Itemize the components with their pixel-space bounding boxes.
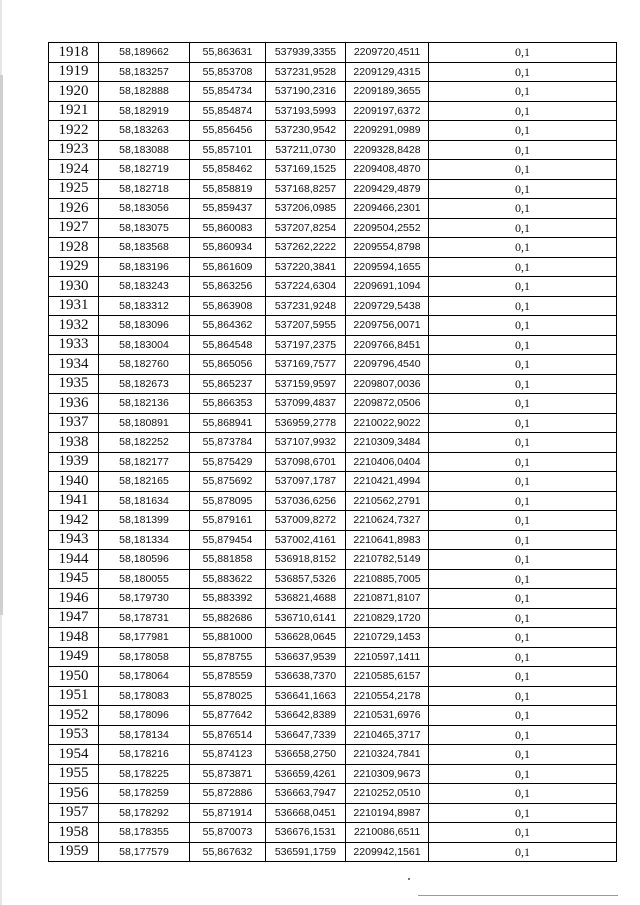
cell-accuracy: 0,1 bbox=[429, 394, 617, 414]
cell-latitude: 58,178058 bbox=[99, 647, 190, 667]
table-row bbox=[49, 784, 617, 804]
cell-longitude: 55,883392 bbox=[190, 589, 266, 609]
cell-accuracy: 0,1 bbox=[429, 706, 617, 726]
cell-longitude: 55,878755 bbox=[190, 647, 266, 667]
cell-accuracy: 0,1 bbox=[429, 667, 617, 687]
cell-point-number: 1946 bbox=[49, 589, 99, 609]
cell-coord-x: 536647,7339 bbox=[266, 725, 346, 745]
table-row bbox=[49, 550, 617, 570]
cell-coord-x: 536676,1531 bbox=[266, 823, 346, 843]
cell-accuracy: 0,1 bbox=[429, 647, 617, 667]
cell-point-number: 1928 bbox=[49, 238, 99, 258]
cell-accuracy: 0,1 bbox=[429, 179, 617, 199]
cell-accuracy: 0,1 bbox=[429, 43, 617, 63]
cell-coord-y: 2209766,8451 bbox=[346, 335, 429, 355]
table-row bbox=[49, 140, 617, 160]
table-row bbox=[49, 530, 617, 550]
cell-coord-y: 2210421,4994 bbox=[346, 472, 429, 492]
cell-coord-x: 537169,1525 bbox=[266, 160, 346, 180]
cell-point-number: 1925 bbox=[49, 179, 99, 199]
cell-accuracy: 0,1 bbox=[429, 374, 617, 394]
cell-coord-x: 537939,3355 bbox=[266, 43, 346, 63]
cell-latitude: 58,181334 bbox=[99, 530, 190, 550]
cell-latitude: 58,183568 bbox=[99, 238, 190, 258]
cell-coord-x: 537230,9542 bbox=[266, 121, 346, 141]
cell-coord-y: 2210309,9673 bbox=[346, 764, 429, 784]
cell-coord-y: 2210531,6976 bbox=[346, 706, 429, 726]
cell-point-number: 1934 bbox=[49, 355, 99, 375]
table-row bbox=[49, 569, 617, 589]
cell-latitude: 58,178064 bbox=[99, 667, 190, 687]
cell-coord-x: 537197,2375 bbox=[266, 335, 346, 355]
scan-speck bbox=[408, 878, 410, 880]
cell-point-number: 1923 bbox=[49, 140, 99, 160]
cell-coord-x: 536821,4688 bbox=[266, 589, 346, 609]
cell-coord-x: 537193,5993 bbox=[266, 101, 346, 121]
cell-accuracy: 0,1 bbox=[429, 530, 617, 550]
cell-latitude: 58,182177 bbox=[99, 452, 190, 472]
cell-longitude: 55,872886 bbox=[190, 784, 266, 804]
cell-coord-y: 2209807,0036 bbox=[346, 374, 429, 394]
table-row bbox=[49, 43, 617, 63]
cell-coord-y: 2210554,2178 bbox=[346, 686, 429, 706]
cell-coord-x: 536628,0645 bbox=[266, 628, 346, 648]
cell-longitude: 55,860934 bbox=[190, 238, 266, 258]
cell-accuracy: 0,1 bbox=[429, 550, 617, 570]
cell-accuracy: 0,1 bbox=[429, 335, 617, 355]
cell-coord-x: 537009,8272 bbox=[266, 511, 346, 531]
cell-point-number: 1918 bbox=[49, 43, 99, 63]
cell-coord-x: 536857,5326 bbox=[266, 569, 346, 589]
cell-coord-y: 2209691,1094 bbox=[346, 277, 429, 297]
cell-latitude: 58,180055 bbox=[99, 569, 190, 589]
cell-longitude: 55,863256 bbox=[190, 277, 266, 297]
cell-longitude: 55,881000 bbox=[190, 628, 266, 648]
cell-point-number: 1941 bbox=[49, 491, 99, 511]
cell-coord-x: 537168,8257 bbox=[266, 179, 346, 199]
cell-point-number: 1940 bbox=[49, 472, 99, 492]
table-row bbox=[49, 199, 617, 219]
cell-accuracy: 0,1 bbox=[429, 296, 617, 316]
cell-coord-x: 537224,6304 bbox=[266, 277, 346, 297]
cell-accuracy: 0,1 bbox=[429, 160, 617, 180]
cell-coord-x: 537211,0730 bbox=[266, 140, 346, 160]
cell-accuracy: 0,1 bbox=[429, 257, 617, 277]
table-row bbox=[49, 62, 617, 82]
cell-longitude: 55,866353 bbox=[190, 394, 266, 414]
coordinates-table bbox=[48, 42, 617, 862]
table-row bbox=[49, 179, 617, 199]
cell-accuracy: 0,1 bbox=[429, 472, 617, 492]
cell-coord-y: 2209729,5438 bbox=[346, 296, 429, 316]
cell-coord-y: 2209554,8798 bbox=[346, 238, 429, 258]
cell-coord-x: 536637,9539 bbox=[266, 647, 346, 667]
cell-latitude: 58,178096 bbox=[99, 706, 190, 726]
cell-accuracy: 0,1 bbox=[429, 277, 617, 297]
cell-latitude: 58,182760 bbox=[99, 355, 190, 375]
table-row bbox=[49, 452, 617, 472]
cell-point-number: 1947 bbox=[49, 608, 99, 628]
cell-longitude: 55,875429 bbox=[190, 452, 266, 472]
table-row bbox=[49, 647, 617, 667]
cell-coord-x: 536710,6141 bbox=[266, 608, 346, 628]
cell-latitude: 58,182165 bbox=[99, 472, 190, 492]
cell-longitude: 55,856456 bbox=[190, 121, 266, 141]
cell-coord-x: 537207,5955 bbox=[266, 316, 346, 336]
cell-coord-y: 2210465,3717 bbox=[346, 725, 429, 745]
cell-coord-x: 536663,7947 bbox=[266, 784, 346, 804]
cell-point-number: 1942 bbox=[49, 511, 99, 531]
cell-coord-x: 537099,4837 bbox=[266, 394, 346, 414]
cell-longitude: 55,853708 bbox=[190, 62, 266, 82]
cell-latitude: 58,183263 bbox=[99, 121, 190, 141]
table-row bbox=[49, 628, 617, 648]
cell-longitude: 55,865056 bbox=[190, 355, 266, 375]
cell-coord-y: 2209720,4511 bbox=[346, 43, 429, 63]
cell-longitude: 55,877642 bbox=[190, 706, 266, 726]
cell-latitude: 58,183088 bbox=[99, 140, 190, 160]
cell-coord-x: 537231,9248 bbox=[266, 296, 346, 316]
cell-longitude: 55,858819 bbox=[190, 179, 266, 199]
cell-accuracy: 0,1 bbox=[429, 452, 617, 472]
cell-accuracy: 0,1 bbox=[429, 82, 617, 102]
cell-point-number: 1933 bbox=[49, 335, 99, 355]
cell-point-number: 1938 bbox=[49, 433, 99, 453]
cell-accuracy: 0,1 bbox=[429, 784, 617, 804]
cell-coord-y: 2209594,1655 bbox=[346, 257, 429, 277]
cell-coord-x: 536638,7370 bbox=[266, 667, 346, 687]
cell-latitude: 58,183096 bbox=[99, 316, 190, 336]
cell-point-number: 1931 bbox=[49, 296, 99, 316]
cell-coord-y: 2209129,4315 bbox=[346, 62, 429, 82]
cell-latitude: 58,178259 bbox=[99, 784, 190, 804]
cell-point-number: 1957 bbox=[49, 803, 99, 823]
cell-coord-y: 2210829,1720 bbox=[346, 608, 429, 628]
cell-longitude: 55,863631 bbox=[190, 43, 266, 63]
table-row bbox=[49, 355, 617, 375]
cell-point-number: 1945 bbox=[49, 569, 99, 589]
cell-point-number: 1920 bbox=[49, 82, 99, 102]
cell-coord-y: 2210885,7005 bbox=[346, 569, 429, 589]
cell-accuracy: 0,1 bbox=[429, 511, 617, 531]
cell-longitude: 55,874123 bbox=[190, 745, 266, 765]
cell-latitude: 58,183075 bbox=[99, 218, 190, 238]
cell-accuracy: 0,1 bbox=[429, 238, 617, 258]
cell-longitude: 55,873871 bbox=[190, 764, 266, 784]
cell-longitude: 55,870073 bbox=[190, 823, 266, 843]
cell-coord-x: 537107,9932 bbox=[266, 433, 346, 453]
cell-longitude: 55,878559 bbox=[190, 667, 266, 687]
cell-coord-x: 537207,8254 bbox=[266, 218, 346, 238]
cell-coord-x: 536658,2750 bbox=[266, 745, 346, 765]
table-row bbox=[49, 218, 617, 238]
cell-point-number: 1958 bbox=[49, 823, 99, 843]
cell-longitude: 55,854874 bbox=[190, 101, 266, 121]
cell-point-number: 1929 bbox=[49, 257, 99, 277]
table-row bbox=[49, 335, 617, 355]
cell-longitude: 55,865237 bbox=[190, 374, 266, 394]
cell-longitude: 55,863908 bbox=[190, 296, 266, 316]
cell-accuracy: 0,1 bbox=[429, 62, 617, 82]
table-row bbox=[49, 238, 617, 258]
cell-coord-y: 2209429,4879 bbox=[346, 179, 429, 199]
cell-point-number: 1954 bbox=[49, 745, 99, 765]
cell-longitude: 55,868941 bbox=[190, 413, 266, 433]
cell-latitude: 58,182719 bbox=[99, 160, 190, 180]
cell-coord-x: 537002,4161 bbox=[266, 530, 346, 550]
cell-longitude: 55,883622 bbox=[190, 569, 266, 589]
cell-longitude: 55,859437 bbox=[190, 199, 266, 219]
cell-latitude: 58,178083 bbox=[99, 686, 190, 706]
cell-coord-y: 2210641,8983 bbox=[346, 530, 429, 550]
cell-accuracy: 0,1 bbox=[429, 199, 617, 219]
cell-longitude: 55,860083 bbox=[190, 218, 266, 238]
table-row bbox=[49, 745, 617, 765]
cell-point-number: 1959 bbox=[49, 842, 99, 862]
cell-longitude: 55,871914 bbox=[190, 803, 266, 823]
table-row bbox=[49, 394, 617, 414]
cell-latitude: 58,183257 bbox=[99, 62, 190, 82]
cell-point-number: 1948 bbox=[49, 628, 99, 648]
cell-longitude: 55,882686 bbox=[190, 608, 266, 628]
cell-coord-x: 536668,0451 bbox=[266, 803, 346, 823]
cell-coord-x: 536641,1663 bbox=[266, 686, 346, 706]
cell-coord-y: 2209408,4870 bbox=[346, 160, 429, 180]
cell-latitude: 58,180891 bbox=[99, 413, 190, 433]
cell-accuracy: 0,1 bbox=[429, 725, 617, 745]
cell-accuracy: 0,1 bbox=[429, 569, 617, 589]
cell-coord-y: 2210871,8107 bbox=[346, 589, 429, 609]
cell-latitude: 58,179730 bbox=[99, 589, 190, 609]
cell-coord-y: 2210309,3484 bbox=[346, 433, 429, 453]
cell-coord-x: 537169,7577 bbox=[266, 355, 346, 375]
table-row bbox=[49, 842, 617, 862]
cell-coord-y: 2210729,1453 bbox=[346, 628, 429, 648]
cell-coord-x: 537220,3841 bbox=[266, 257, 346, 277]
cell-longitude: 55,857101 bbox=[190, 140, 266, 160]
cell-accuracy: 0,1 bbox=[429, 101, 617, 121]
cell-accuracy: 0,1 bbox=[429, 842, 617, 862]
cell-coord-y: 2209872,0506 bbox=[346, 394, 429, 414]
cell-latitude: 58,182252 bbox=[99, 433, 190, 453]
cell-latitude: 58,177981 bbox=[99, 628, 190, 648]
table-row bbox=[49, 764, 617, 784]
cell-point-number: 1950 bbox=[49, 667, 99, 687]
table-row bbox=[49, 160, 617, 180]
cell-longitude: 55,881858 bbox=[190, 550, 266, 570]
cell-point-number: 1927 bbox=[49, 218, 99, 238]
cell-accuracy: 0,1 bbox=[429, 589, 617, 609]
cell-latitude: 58,189662 bbox=[99, 43, 190, 63]
table-row bbox=[49, 511, 617, 531]
table-row bbox=[49, 413, 617, 433]
cell-coord-y: 2209756,0071 bbox=[346, 316, 429, 336]
cell-coord-y: 2210624,7327 bbox=[346, 511, 429, 531]
table-row bbox=[49, 725, 617, 745]
cell-latitude: 58,177579 bbox=[99, 842, 190, 862]
cell-coord-x: 537098,6701 bbox=[266, 452, 346, 472]
cell-latitude: 58,182888 bbox=[99, 82, 190, 102]
cell-accuracy: 0,1 bbox=[429, 608, 617, 628]
cell-accuracy: 0,1 bbox=[429, 491, 617, 511]
cell-coord-y: 2210086,6511 bbox=[346, 823, 429, 843]
cell-coord-y: 2210782,5149 bbox=[346, 550, 429, 570]
cell-latitude: 58,178225 bbox=[99, 764, 190, 784]
cell-accuracy: 0,1 bbox=[429, 316, 617, 336]
cell-point-number: 1939 bbox=[49, 452, 99, 472]
cell-accuracy: 0,1 bbox=[429, 686, 617, 706]
cell-point-number: 1944 bbox=[49, 550, 99, 570]
cell-point-number: 1935 bbox=[49, 374, 99, 394]
cell-coord-y: 2210022,9022 bbox=[346, 413, 429, 433]
table-row bbox=[49, 121, 617, 141]
cell-longitude: 55,864548 bbox=[190, 335, 266, 355]
table-body bbox=[49, 43, 617, 862]
footer-line bbox=[418, 895, 618, 896]
cell-coord-x: 537159,9597 bbox=[266, 374, 346, 394]
table-row bbox=[49, 277, 617, 297]
cell-longitude: 55,878095 bbox=[190, 491, 266, 511]
cell-latitude: 58,178134 bbox=[99, 725, 190, 745]
table-row bbox=[49, 667, 617, 687]
cell-latitude: 58,178355 bbox=[99, 823, 190, 843]
table-row bbox=[49, 686, 617, 706]
table-row bbox=[49, 374, 617, 394]
table-row bbox=[49, 589, 617, 609]
cell-coord-y: 2210597,1411 bbox=[346, 647, 429, 667]
cell-latitude: 58,180596 bbox=[99, 550, 190, 570]
cell-latitude: 58,178731 bbox=[99, 608, 190, 628]
cell-latitude: 58,182718 bbox=[99, 179, 190, 199]
cell-coord-x: 536659,4261 bbox=[266, 764, 346, 784]
cell-coord-y: 2209197,6372 bbox=[346, 101, 429, 121]
cell-coord-y: 2209796,4540 bbox=[346, 355, 429, 375]
cell-point-number: 1952 bbox=[49, 706, 99, 726]
cell-latitude: 58,178216 bbox=[99, 745, 190, 765]
cell-point-number: 1955 bbox=[49, 764, 99, 784]
cell-point-number: 1951 bbox=[49, 686, 99, 706]
cell-latitude: 58,183056 bbox=[99, 199, 190, 219]
cell-coord-x: 536959,2778 bbox=[266, 413, 346, 433]
cell-coord-x: 536591,1759 bbox=[266, 842, 346, 862]
cell-accuracy: 0,1 bbox=[429, 803, 617, 823]
cell-coord-y: 2210585,6157 bbox=[346, 667, 429, 687]
cell-coord-x: 537206,0985 bbox=[266, 199, 346, 219]
cell-accuracy: 0,1 bbox=[429, 433, 617, 453]
cell-accuracy: 0,1 bbox=[429, 355, 617, 375]
cell-point-number: 1926 bbox=[49, 199, 99, 219]
cell-point-number: 1943 bbox=[49, 530, 99, 550]
cell-longitude: 55,873784 bbox=[190, 433, 266, 453]
cell-coord-y: 2210252,0510 bbox=[346, 784, 429, 804]
table-row bbox=[49, 803, 617, 823]
table-row bbox=[49, 296, 617, 316]
cell-coord-y: 2209942,1561 bbox=[346, 842, 429, 862]
cell-accuracy: 0,1 bbox=[429, 745, 617, 765]
cell-point-number: 1922 bbox=[49, 121, 99, 141]
cell-point-number: 1949 bbox=[49, 647, 99, 667]
cell-coord-x: 537231,9528 bbox=[266, 62, 346, 82]
cell-coord-x: 537190,2316 bbox=[266, 82, 346, 102]
cell-longitude: 55,864362 bbox=[190, 316, 266, 336]
table-row bbox=[49, 706, 617, 726]
cell-latitude: 58,178292 bbox=[99, 803, 190, 823]
cell-point-number: 1930 bbox=[49, 277, 99, 297]
cell-latitude: 58,182136 bbox=[99, 394, 190, 414]
cell-latitude: 58,182673 bbox=[99, 374, 190, 394]
cell-point-number: 1956 bbox=[49, 784, 99, 804]
cell-latitude: 58,182919 bbox=[99, 101, 190, 121]
cell-longitude: 55,861609 bbox=[190, 257, 266, 277]
table-row bbox=[49, 101, 617, 121]
cell-coord-x: 537097,1787 bbox=[266, 472, 346, 492]
cell-latitude: 58,183004 bbox=[99, 335, 190, 355]
cell-longitude: 55,878025 bbox=[190, 686, 266, 706]
table-row bbox=[49, 472, 617, 492]
cell-longitude: 55,876514 bbox=[190, 725, 266, 745]
cell-accuracy: 0,1 bbox=[429, 140, 617, 160]
table-row bbox=[49, 257, 617, 277]
cell-coord-y: 2209328,8428 bbox=[346, 140, 429, 160]
cell-longitude: 55,867632 bbox=[190, 842, 266, 862]
cell-point-number: 1953 bbox=[49, 725, 99, 745]
cell-coord-y: 2210406,0404 bbox=[346, 452, 429, 472]
table-row bbox=[49, 491, 617, 511]
cell-coord-y: 2209466,2301 bbox=[346, 199, 429, 219]
cell-coord-y: 2210562,2791 bbox=[346, 491, 429, 511]
cell-accuracy: 0,1 bbox=[429, 628, 617, 648]
cell-latitude: 58,183312 bbox=[99, 296, 190, 316]
table-row bbox=[49, 433, 617, 453]
cell-accuracy: 0,1 bbox=[429, 764, 617, 784]
cell-point-number: 1932 bbox=[49, 316, 99, 336]
table-row bbox=[49, 316, 617, 336]
cell-point-number: 1919 bbox=[49, 62, 99, 82]
cell-accuracy: 0,1 bbox=[429, 121, 617, 141]
cell-coord-y: 2209189,3655 bbox=[346, 82, 429, 102]
cell-coord-x: 537262,2222 bbox=[266, 238, 346, 258]
cell-accuracy: 0,1 bbox=[429, 413, 617, 433]
cell-coord-x: 537036,6256 bbox=[266, 491, 346, 511]
cell-latitude: 58,181634 bbox=[99, 491, 190, 511]
cell-longitude: 55,875692 bbox=[190, 472, 266, 492]
table-row bbox=[49, 608, 617, 628]
cell-coord-x: 536642,8389 bbox=[266, 706, 346, 726]
cell-accuracy: 0,1 bbox=[429, 823, 617, 843]
table-row bbox=[49, 823, 617, 843]
cell-point-number: 1936 bbox=[49, 394, 99, 414]
cell-point-number: 1924 bbox=[49, 160, 99, 180]
cell-coord-y: 2209291,0989 bbox=[346, 121, 429, 141]
scan-edge-mark bbox=[0, 75, 3, 615]
cell-coord-y: 2209504,2552 bbox=[346, 218, 429, 238]
cell-coord-y: 2210194,8987 bbox=[346, 803, 429, 823]
cell-latitude: 58,181399 bbox=[99, 511, 190, 531]
cell-longitude: 55,858462 bbox=[190, 160, 266, 180]
cell-coord-x: 536918,8152 bbox=[266, 550, 346, 570]
cell-longitude: 55,879454 bbox=[190, 530, 266, 550]
cell-point-number: 1921 bbox=[49, 101, 99, 121]
cell-point-number: 1937 bbox=[49, 413, 99, 433]
cell-latitude: 58,183196 bbox=[99, 257, 190, 277]
cell-accuracy: 0,1 bbox=[429, 218, 617, 238]
table-row bbox=[49, 82, 617, 102]
cell-latitude: 58,183243 bbox=[99, 277, 190, 297]
cell-coord-y: 2210324,7841 bbox=[346, 745, 429, 765]
cell-longitude: 55,879161 bbox=[190, 511, 266, 531]
cell-longitude: 55,854734 bbox=[190, 82, 266, 102]
